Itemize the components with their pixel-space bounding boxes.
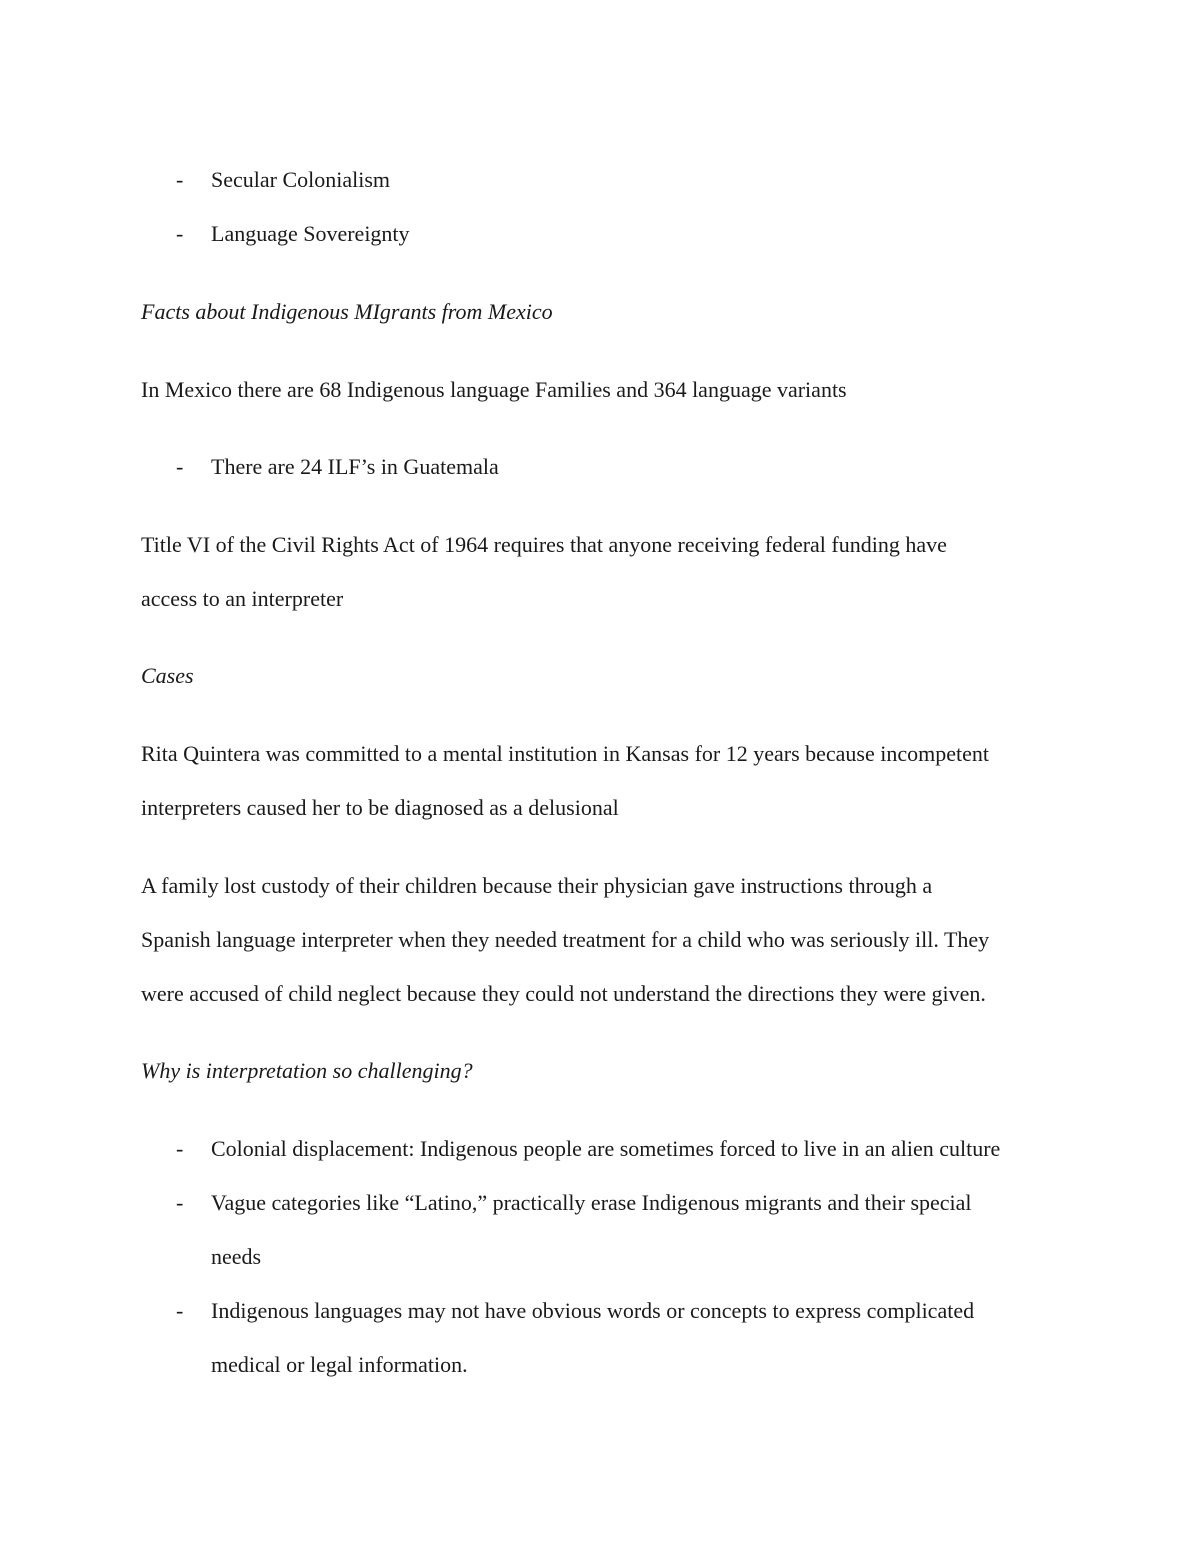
list-item-marker: - xyxy=(176,1298,184,1323)
list-item-marker: - xyxy=(176,1190,184,1215)
title-vi-paragraph-line-2: access to an interpreter xyxy=(141,586,344,611)
list-item-marker: - xyxy=(176,167,184,192)
family-case-line-2: Spanish language interpreter when they needed treatment for a child who was seriously ill. They xyxy=(141,927,990,952)
list-item-marker: - xyxy=(176,221,184,246)
facts-paragraph: In Mexico there are 68 Indigenous language Families and 364 language variants xyxy=(141,377,847,402)
title-vi-paragraph-line-1: Title VI of the Civil Rights Act of 1964 requires that anyone receiving federal funding have xyxy=(141,532,947,557)
list-item-marker: - xyxy=(176,1136,184,1161)
facts-heading: Facts about Indigenous MIgrants from Mexico xyxy=(141,299,553,324)
rita-case-line-1: Rita Quintera was committed to a mental institution in Kansas for 12 years because incompetent xyxy=(141,741,989,766)
list-item-secular-colonialism: Secular Colonialism xyxy=(211,167,391,192)
why-heading: Why is interpretation so challenging? xyxy=(141,1058,473,1083)
list-item-guatemala: There are 24 ILF’s in Guatemala xyxy=(211,454,499,479)
list-item-indigenous-languages-continued: medical or legal information. xyxy=(211,1352,468,1377)
cases-heading: Cases xyxy=(141,663,194,688)
rita-case-line-2: interpreters caused her to be diagnosed as a delusional xyxy=(141,795,619,820)
list-item-indigenous-languages: Indigenous languages may not have obvious words or concepts to express complicated xyxy=(211,1298,975,1323)
list-item-vague-categories-continued: needs xyxy=(211,1244,262,1269)
family-case-line-3: were accused of child neglect because they could not understand the directions they were given. xyxy=(141,981,986,1006)
family-case-line-1: A family lost custody of their children because their physician gave instructions through a xyxy=(141,873,933,898)
list-item-vague-categories: Vague categories like “Latino,” practically erase Indigenous migrants and their special xyxy=(211,1190,972,1215)
list-item-colonial-displacement: Colonial displacement: Indigenous people are sometimes forced to live in an alien culture xyxy=(211,1136,1001,1161)
list-item-language-sovereignty: Language Sovereignty xyxy=(211,221,410,246)
list-item-marker: - xyxy=(176,454,184,479)
